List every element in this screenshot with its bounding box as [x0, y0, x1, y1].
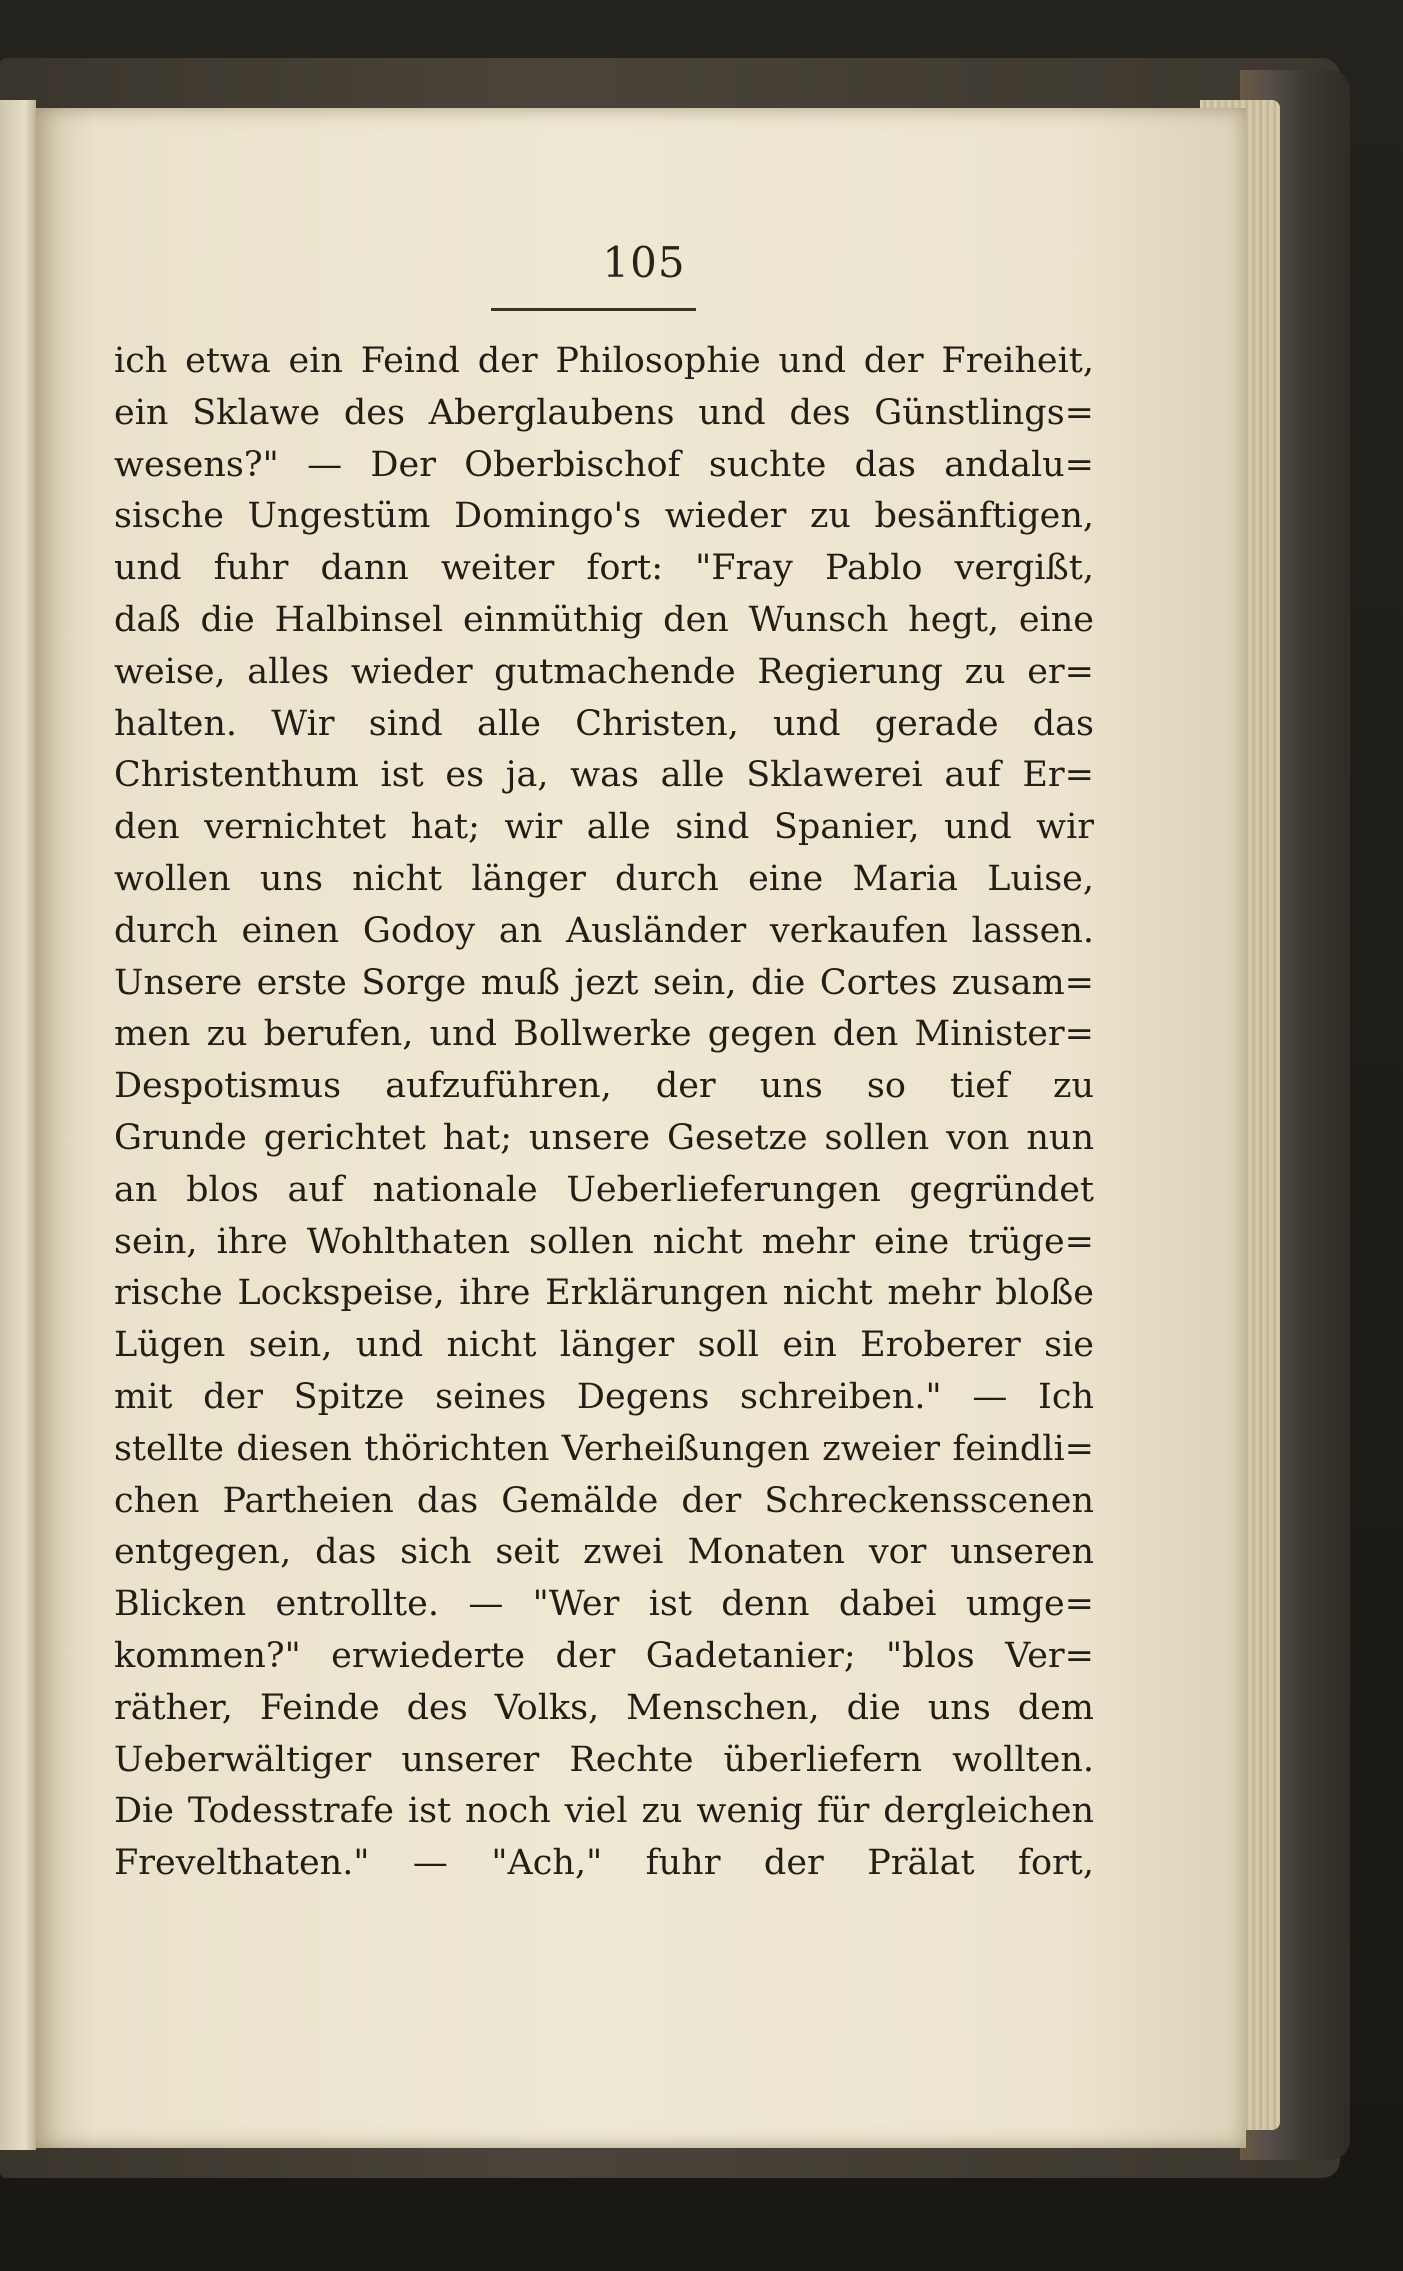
- text-line: durch einen Godoy an Ausländer verkaufen lassen.: [114, 910, 1094, 951]
- text-line: an blos auf nationale Ueberlieferungen gegründet: [114, 1169, 1094, 1210]
- text-line: Blicken entrollte. — "Wer ist denn dabei umge=: [114, 1584, 1094, 1625]
- text-line: Frevelthaten." — "Ach," fuhr der Prälat fort,: [114, 1843, 1094, 1884]
- text-line: weise, alles wieder gutmachende Regierung zu er=: [114, 651, 1094, 692]
- text-line: Die Todesstrafe ist noch viel zu wenig für dergleichen: [114, 1791, 1094, 1832]
- text-line: ich etwa ein Feind der Philosophie und der Freiheit,: [114, 341, 1094, 381]
- left-page-edge: [0, 100, 36, 2150]
- text-line: sische Ungestüm Domingo's wieder zu besänftigen,: [114, 496, 1094, 537]
- page-number: 105: [602, 238, 686, 287]
- text-line: stellte diesen thörichten Verheißungen zweier feindli=: [114, 1428, 1094, 1469]
- text-line: entgegen, das sich seit zwei Monaten vor unseren: [114, 1532, 1094, 1573]
- text-line: und fuhr dann weiter fort: "Fray Pablo vergißt,: [114, 548, 1094, 589]
- text-line: mit der Spitze seines Degens schreiben." — Ich: [114, 1376, 1094, 1417]
- text-line: sein, ihre Wohlthaten sollen nicht mehr eine trüge=: [114, 1221, 1094, 1262]
- text-line: Despotismus aufzuführen, der uns so tief zu: [114, 1066, 1094, 1107]
- text-line: Christenthum ist es ja, was alle Sklawerei auf Er=: [114, 755, 1094, 796]
- text-line: Ueberwältiger unserer Rechte überliefern wollten.: [114, 1739, 1094, 1780]
- text-line: rische Lockspeise, ihre Erklärungen nicht mehr bloße: [114, 1273, 1094, 1314]
- text-line: Lügen sein, und nicht länger soll ein Eroberer sie: [114, 1325, 1094, 1366]
- text-line: räther, Feinde des Volks, Menschen, die uns dem: [114, 1687, 1094, 1728]
- text-line: kommen?" erwiederte der Gadetanier; "blos Ver=: [114, 1635, 1094, 1676]
- body-text: [114, 336, 1094, 1890]
- text-line: Grunde gerichtet hat; unsere Gesetze sollen von nun: [114, 1117, 1094, 1158]
- header-rule: [491, 308, 696, 311]
- text-line: wesens?" — Der Oberbischof suchte das andalu=: [114, 444, 1094, 485]
- book-page: [36, 108, 1246, 2148]
- text-line: chen Partheien das Gemälde der Schreckensscenen: [114, 1480, 1094, 1521]
- text-line: halten. Wir sind alle Christen, und gerade das: [114, 703, 1094, 744]
- text-line: wollen uns nicht länger durch eine Maria Luise,: [114, 858, 1094, 899]
- text-line: den vernichtet hat; wir alle sind Spanier, und wir: [114, 807, 1094, 848]
- text-line: ein Sklawe des Aberglaubens und des Günstlings=: [114, 392, 1094, 433]
- text-line: men zu berufen, und Bollwerke gegen den Minister=: [114, 1014, 1094, 1055]
- text-line: Unsere erste Sorge muß jezt sein, die Cortes zusam=: [114, 962, 1094, 1003]
- text-line: daß die Halbinsel einmüthig den Wunsch hegt, eine: [114, 599, 1094, 640]
